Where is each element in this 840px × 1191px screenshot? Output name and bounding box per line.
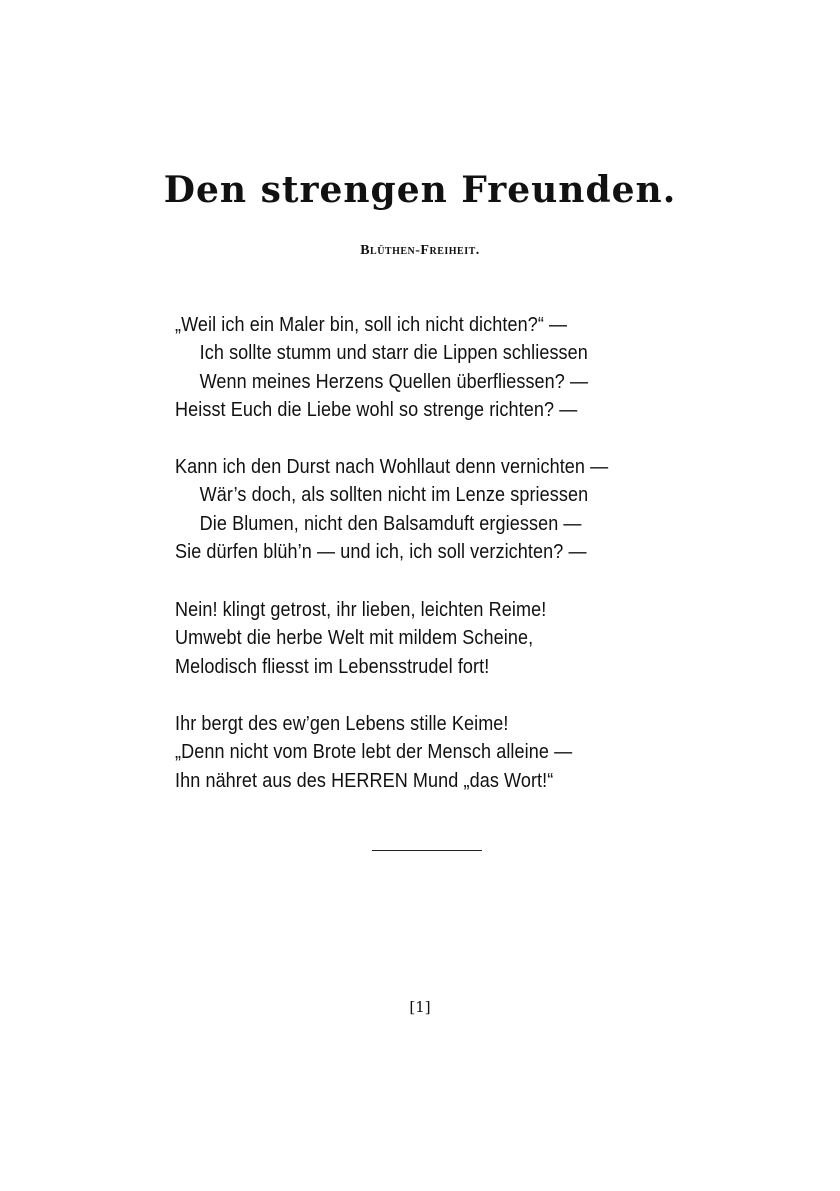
verse-line: Wenn meines Herzens Quellen überfliessen? —	[199, 369, 589, 393]
stanza-2	[175, 453, 735, 566]
page-number: [1]	[409, 998, 431, 1016]
verse-line: Nein! klingt getrost, ihr lieben, leichten Reime!	[175, 598, 547, 621]
verse-line: Wär’s doch, als sollten nicht im Lenze spriessen	[199, 483, 589, 507]
verse-line: Umwebt die herbe Welt mit mildem Scheine,	[175, 626, 534, 650]
section-divider	[372, 850, 482, 851]
verse-line: „Weil ich ein Maler bin, soll ich nicht dichten?“ —	[175, 313, 568, 336]
verse-line: Ihn nähret aus des HERREN Mund „das Wort!“	[175, 768, 554, 792]
stanza-3	[175, 596, 735, 681]
verse-line: Melodisch fliesst im Lebensstrudel fort!	[175, 654, 490, 678]
verse-line: Ich sollte stumm und starr die Lippen schliessen	[199, 341, 588, 365]
verse-line: Heisst Euch die Liebe wohl so strenge richten? —	[175, 397, 578, 421]
verse-line: Ihr bergt des ew’gen Lebens stille Keime!	[175, 712, 509, 735]
poem-subtitle: Blüthen-Freiheit.	[360, 243, 480, 258]
verse-line: „Denn nicht vom Brote lebt der Mensch alleine —	[175, 740, 573, 764]
poem-title: Den strengen Freunden.	[163, 169, 677, 211]
verse-line: Die Blumen, nicht den Balsamduft ergiessen —	[199, 511, 582, 535]
stanza-1	[175, 311, 735, 424]
stanza-4	[175, 710, 735, 795]
verse-line: Sie dürfen blüh’n — und ich, ich soll verzichten? —	[175, 539, 587, 563]
verse-line: Kann ich den Durst nach Wohllaut denn vernichten —	[175, 455, 609, 478]
